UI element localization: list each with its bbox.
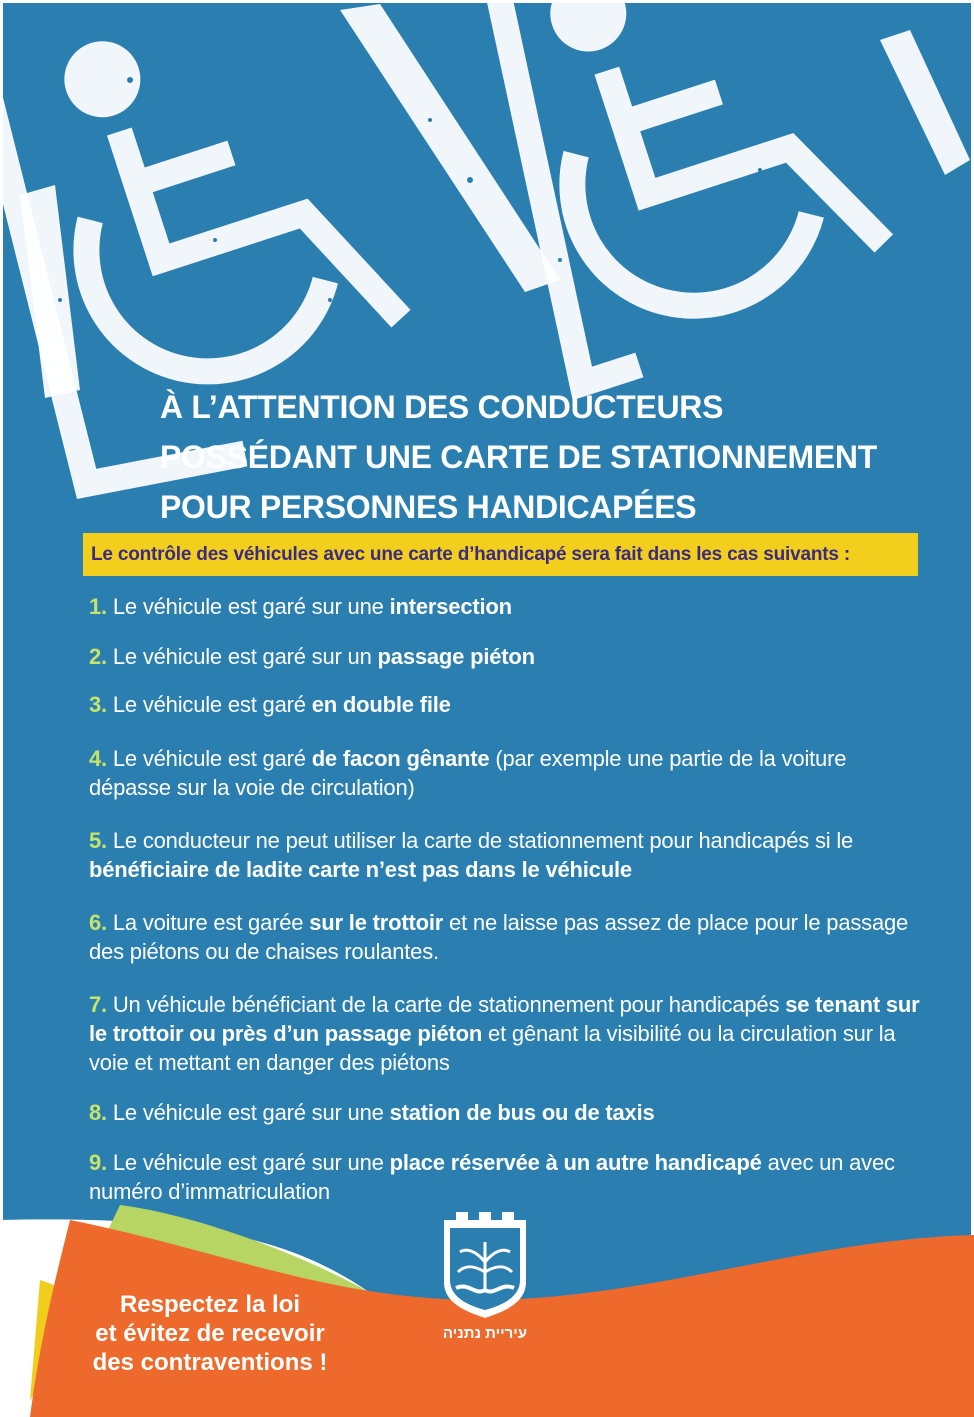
case-text: Un véhicule bénéficiant de la carte de stationnement pour handicapés: [106, 992, 786, 1017]
slogan: [60, 1290, 360, 1377]
case-number: 5.: [89, 828, 107, 853]
case-text-bold: en double file: [311, 692, 451, 717]
case-text: avec un avec numéro d’immatriculation: [89, 1150, 895, 1204]
case-item: [89, 826, 929, 884]
case-text-bold: sur le trottoir: [309, 910, 444, 935]
case-text: (par exemple une partie de la voiture dépasse sur la voie de circulation): [89, 746, 847, 800]
slogan-line: Respectez la loi: [119, 1291, 301, 1318]
case-number: 6.: [89, 910, 107, 935]
case-text-bold: se tenant sur le trottoir ou près d’un passage piéton: [89, 992, 920, 1046]
case-text-bold: intersection: [389, 594, 512, 619]
heading-line: POUR PERSONNES HANDICAPÉES: [160, 489, 697, 525]
case-number: 4.: [89, 746, 107, 771]
case-item: [89, 690, 929, 719]
case-number: 2.: [89, 644, 107, 669]
case-item: [89, 1148, 929, 1206]
case-number: 9.: [89, 1150, 107, 1175]
city-name: עיריית נתניה: [442, 1325, 528, 1342]
case-text: et gênant la visibilité ou la circulation sur la voie et mettant en danger des piétons: [89, 1021, 896, 1075]
case-item: [89, 642, 929, 671]
case-number: 7.: [89, 992, 107, 1017]
case-text-bold: station de bus ou de taxis: [389, 1100, 655, 1125]
case-text-bold: bénéficiaire de ladite carte n’est pas dans le véhicule: [89, 857, 632, 882]
case-text: Le véhicule est garé sur un: [106, 644, 378, 669]
case-text-bold: place réservée à un autre handicapé: [389, 1150, 762, 1175]
case-number: 3.: [89, 692, 107, 717]
case-text: La voiture est garée: [106, 910, 310, 935]
slogan-line: des contraventions !: [92, 1349, 328, 1376]
case-text: Le véhicule est garé sur une: [106, 1150, 390, 1175]
case-item: [89, 592, 929, 621]
case-text: Le véhicule est garé sur une: [106, 594, 390, 619]
case-text: Le véhicule est garé: [106, 692, 312, 717]
case-number: 1.: [89, 594, 107, 619]
heading-line: À L’ATTENTION DES CONDUCTEURS: [160, 389, 724, 425]
case-item: [89, 1098, 929, 1127]
case-text: Le véhicule est garé: [106, 746, 312, 771]
heading-line: POSSÉDANT UNE CARTE DE STATIONNEMENT: [160, 439, 877, 475]
case-number: 8.: [89, 1100, 107, 1125]
city-emblem-icon: [442, 1212, 528, 1320]
case-item: [89, 744, 929, 802]
case-text: Le conducteur ne peut utiliser la carte de stationnement pour handicapés si le: [106, 828, 854, 853]
case-item: [89, 908, 929, 966]
case-text-bold: passage piéton: [377, 644, 535, 669]
main-heading: [160, 382, 940, 532]
case-text-bold: de facon gênante: [311, 746, 490, 771]
slogan-line: et évitez de recevoir: [95, 1320, 325, 1347]
cases-banner: Le contrôle des véhicules avec une carte d’handicapé sera fait dans les cas suivants :: [83, 533, 918, 576]
case-text: Le véhicule est garé sur une: [106, 1100, 390, 1125]
case-item: [89, 990, 929, 1077]
wheelchair-symbol-icon: [462, 0, 896, 383]
case-text: et ne laisse pas assez de place pour le passage des piétons ou de chaises roulantes.: [89, 910, 909, 964]
